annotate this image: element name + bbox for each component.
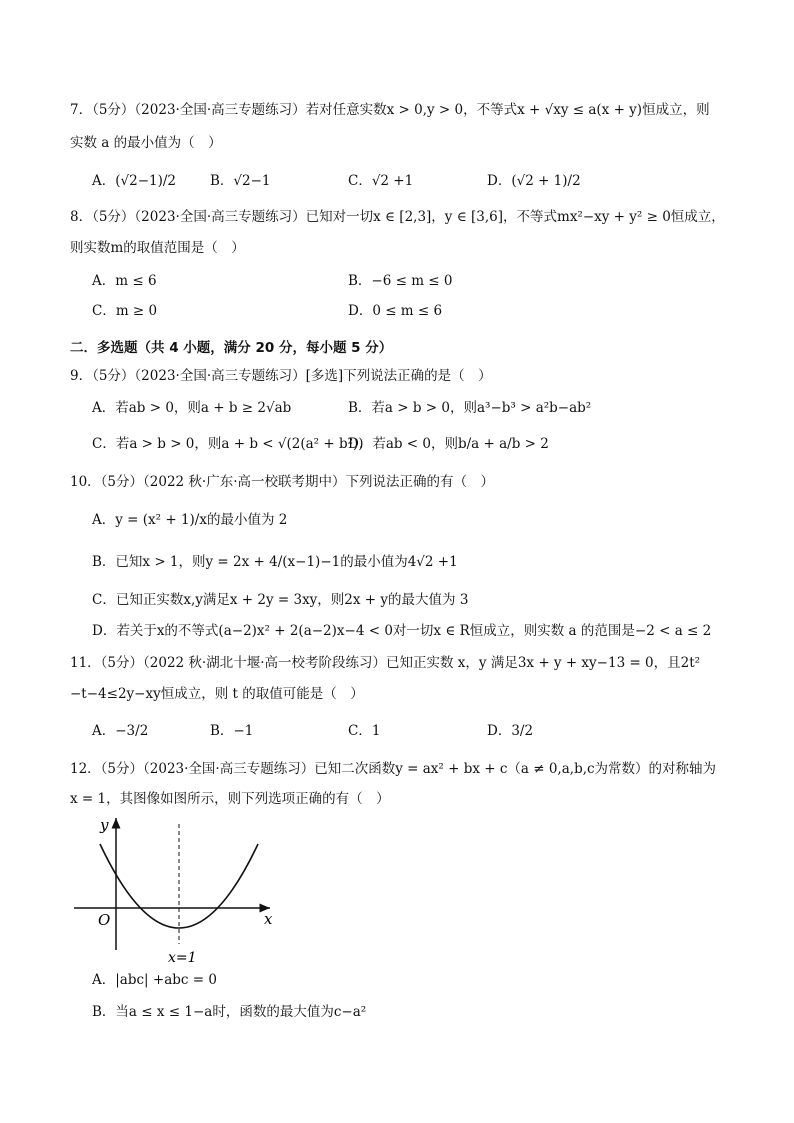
q7-stem-line1: 7．（5分）（2023·全国·高三专题练习）若对任意实数x > 0,y > 0，不等式x + √xy ≤ a(x + y)恒成立，则 bbox=[70, 102, 710, 118]
section-heading-multiple-choice: 二．多选题（共 4 小题，满分 20 分，每小题 5 分） bbox=[70, 340, 393, 356]
q11-option-d: D．3/2 bbox=[487, 723, 534, 739]
q12-stem-line1: 12．（5分）（2023·全国·高三专题练习）已知二次函数y = ax² + bx + c（a ≠ 0,a,b,c为常数）的对称轴为 bbox=[70, 761, 717, 777]
q8-stem-line1: 8．（5分）（2023·全国·高三专题练习）已知对一切x ∈ [2,3]，y ∈ [3,6]，不等式mx²−xy + y² ≥ 0恒成立， bbox=[70, 209, 725, 225]
q10-option-c: C．已知正实数x,y满足x + 2y = 3xy，则2x + y的最大值为 3 bbox=[92, 592, 469, 608]
q10-option-a: A．y = (x² + 1)/x的最小值为 2 bbox=[92, 512, 288, 528]
q11-option-c: C．1 bbox=[348, 723, 381, 739]
q7-option-b: B．√2−1 bbox=[210, 173, 271, 189]
q8-option-b: B．−6 ≤ m ≤ 0 bbox=[348, 273, 453, 289]
q12-option-a: A．|abc| +abc = 0 bbox=[92, 972, 217, 988]
q9-option-b: B．若a > b > 0，则a³−b³ > a²b−ab² bbox=[348, 400, 592, 416]
graph-symmetry-label: x=1 bbox=[168, 950, 197, 966]
q12-stem-line2: x = 1，其图像如图所示，则下列选项正确的有（ ） bbox=[70, 791, 390, 807]
q11-option-a: A．−3/2 bbox=[92, 723, 149, 739]
q9-option-c: C．若a > b > 0，则a + b < √(2(a² + b²)) bbox=[92, 436, 364, 452]
q9-option-d: D．若ab < 0，则b/a + a/b > 2 bbox=[348, 436, 549, 452]
q9-stem: 9．（5分）（2023·全国·高三专题练习）[多选]下列说法正确的是（ ） bbox=[70, 368, 492, 384]
q10-option-d: D．若关于x的不等式(a−2)x² + 2(a−2)x−4 < 0对一切x ∈ R恒成立，则实数 a 的范围是−2 < a ≤ 2 bbox=[92, 623, 712, 639]
q10-option-b: B．已知x > 1，则y = 2x + 4/(x−1)−1的最小值为4√2 +1 bbox=[92, 554, 458, 570]
q7-stem-line2: 实数 a 的最小值为（ ） bbox=[70, 135, 222, 151]
q11-stem-line1: 11．（5分）（2022 秋·湖北十堰·高一校考阶段练习）已知正实数 x，y 满足3x + y + xy−13 = 0，且2t² bbox=[70, 655, 701, 671]
graph-x-label: x bbox=[264, 910, 273, 928]
q7-option-d: D．(√2 + 1)/2 bbox=[487, 173, 581, 189]
q7-option-c: C．√2 +1 bbox=[348, 173, 414, 189]
q11-option-b: B．−1 bbox=[210, 723, 254, 739]
q12-option-b: B．当a ≤ x ≤ 1−a时，函数的最大值为c−a² bbox=[92, 1004, 367, 1020]
q10-stem: 10．（5分）（2022 秋·广东·高一校联考期中）下列说法正确的有（ ） bbox=[70, 474, 494, 490]
q9-option-a: A．若ab > 0，则a + b ≥ 2√ab bbox=[92, 400, 292, 416]
q8-stem-line2: 则实数m的取值范围是（ ） bbox=[70, 240, 245, 256]
parabola-graph bbox=[70, 812, 280, 977]
q7-option-a: A．(√2−1)/2 bbox=[92, 173, 177, 189]
q8-option-a: A．m ≤ 6 bbox=[92, 273, 157, 289]
q8-option-d: D．0 ≤ m ≤ 6 bbox=[348, 303, 443, 319]
q11-stem-line2: −t−4≤2y−xy恒成立，则 t 的取值可能是（ ） bbox=[70, 686, 364, 702]
q8-option-c: C．m ≥ 0 bbox=[92, 303, 158, 319]
graph-y-label: y bbox=[100, 816, 109, 834]
graph-origin-label: O bbox=[98, 911, 111, 929]
